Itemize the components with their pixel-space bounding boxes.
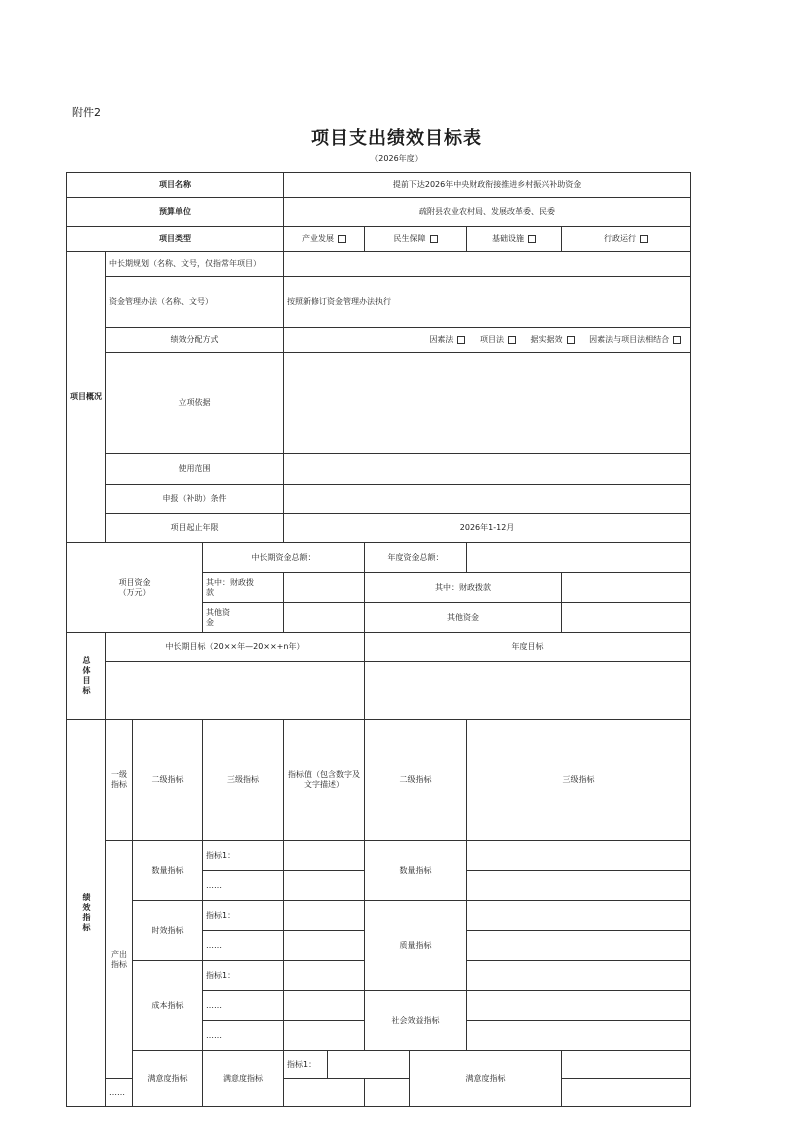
indicator-value[interactable] xyxy=(284,991,365,1021)
allocation-option[interactable]: 因素法与项目法相结合 xyxy=(589,335,681,345)
mid-plan-label: 中长期规划（名称、文号，仅指常年项目） xyxy=(106,252,284,277)
indicator-right-level3[interactable] xyxy=(467,961,691,991)
annual-total-label: 年度资金总额： xyxy=(365,543,467,573)
type-option-livelihood[interactable] xyxy=(365,227,467,252)
mid-total-label: 中长期资金总额： xyxy=(203,543,365,573)
indicator-ellipsis[interactable]: …… xyxy=(203,931,284,961)
indicator-1-label[interactable]: 指标1： xyxy=(203,961,284,991)
indicator-right-level3[interactable] xyxy=(467,871,691,901)
indicator-value[interactable] xyxy=(328,1051,410,1079)
period-row xyxy=(67,514,691,543)
indicator-ellipsis[interactable]: …… xyxy=(203,1021,284,1051)
fund-method-value[interactable]: 按照新修订资金管理办法执行 xyxy=(284,277,691,328)
budget-unit-row xyxy=(67,198,691,227)
indicator-right-level3[interactable] xyxy=(467,901,691,931)
output-label: 产出指标 xyxy=(106,841,133,1079)
page-title: 项目支出绩效目标表 xyxy=(311,128,482,149)
project-name-value[interactable]: 提前下达2026年中央财政衔接推进乡村振兴补助资金 xyxy=(284,173,691,198)
project-type-row xyxy=(67,227,691,252)
allocation-label: 绩效分配方式 xyxy=(106,328,284,353)
mid-plan-row xyxy=(67,252,691,277)
project-name-row xyxy=(67,173,691,198)
right-social-label: 社会效益指标 xyxy=(365,991,467,1051)
indicator-value[interactable] xyxy=(284,841,365,871)
annual-fiscal-label: 其中：财政拨款 xyxy=(365,573,562,603)
col-level2-right: 二级指标 xyxy=(365,720,467,841)
indicator-value[interactable] xyxy=(284,901,365,931)
col-level1: 一级指标 xyxy=(106,720,133,841)
checkbox[interactable] xyxy=(457,336,465,344)
satisfaction-label: 满意度指标 xyxy=(203,1051,284,1107)
indicator-row xyxy=(67,901,691,931)
fund-method-label: 资金管理办法（名称、文号） xyxy=(106,277,284,328)
indicator-value[interactable] xyxy=(284,961,365,991)
col-value-left: 指标值（包含数字及文字描述） xyxy=(284,720,365,841)
annual-fiscal-value[interactable] xyxy=(562,573,691,603)
indicator-right-level3[interactable] xyxy=(365,1079,467,1107)
condition-label: 申报（补助）条件 xyxy=(106,485,284,514)
project-name-label: 项目名称 xyxy=(67,173,284,198)
col-level2: 二级指标 xyxy=(133,720,203,841)
mid-fiscal-value[interactable] xyxy=(284,573,365,603)
funds-section-label: 项目资金 （万元） xyxy=(67,543,203,633)
scope-value[interactable] xyxy=(284,454,691,485)
annual-other-label: 其他资金 xyxy=(365,603,562,633)
type-option-industry[interactable] xyxy=(284,227,365,252)
mid-other-value[interactable] xyxy=(284,603,365,633)
indicator-1-label[interactable]: 指标1： xyxy=(203,841,284,871)
goals-header-row xyxy=(67,633,691,662)
type-option-label: 民生保障 xyxy=(393,234,426,243)
indicator-row xyxy=(67,841,691,871)
allocation-options xyxy=(284,328,691,353)
indicator-right-level3[interactable] xyxy=(562,1051,691,1079)
checkbox[interactable] xyxy=(673,336,681,344)
period-label: 项目起止年限 xyxy=(106,514,284,543)
checkbox[interactable] xyxy=(430,235,438,243)
indicator-1-label[interactable]: 指标1： xyxy=(203,901,284,931)
mid-plan-value[interactable] xyxy=(284,252,691,277)
mid-goal-label: 中长期目标（20××年—20××+n年） xyxy=(106,633,365,662)
condition-value[interactable] xyxy=(284,485,691,514)
indicator-right-value[interactable] xyxy=(562,1079,691,1107)
indicator-header-row xyxy=(67,720,691,841)
annual-other-value[interactable] xyxy=(562,603,691,633)
basis-row xyxy=(67,353,691,454)
mid-goal-value[interactable] xyxy=(106,662,365,720)
right-quantity-label: 数量指标 xyxy=(365,841,467,901)
goals-section-label: 总体目标 xyxy=(67,633,106,720)
indicator-right-level3[interactable] xyxy=(467,991,691,1021)
indicator-right-level3[interactable] xyxy=(467,841,691,871)
type-option-label: 基础设施 xyxy=(492,234,524,243)
quantity-label: 数量指标 xyxy=(133,841,203,901)
indicator-1-label[interactable]: 指标1： xyxy=(284,1051,328,1079)
indicator-value[interactable] xyxy=(284,1079,365,1107)
indicator-right-level3[interactable] xyxy=(467,1021,691,1051)
type-option-label: 行政运行 xyxy=(604,234,637,243)
allocation-option[interactable]: 据实据效 xyxy=(531,335,575,345)
mid-fiscal-label: 其中：财政拨 款 xyxy=(203,573,284,603)
timeliness-label: 时效指标 xyxy=(133,901,203,961)
basis-value[interactable] xyxy=(284,353,691,454)
indicator-value[interactable] xyxy=(284,931,365,961)
indicators-section-label: 绩效指标 xyxy=(67,720,106,1107)
satisfaction-group-label: 满意度指标 xyxy=(133,1051,203,1107)
checkbox[interactable] xyxy=(528,235,536,243)
col-level3-right: 三级指标 xyxy=(467,720,691,841)
checkbox[interactable] xyxy=(508,336,516,344)
cost-label: 成本指标 xyxy=(133,961,203,1051)
annual-goal-label: 年度目标 xyxy=(365,633,691,662)
budget-unit-label: 预算单位 xyxy=(67,198,284,227)
period-value[interactable]: 2026年1-12月 xyxy=(284,514,691,543)
indicator-value[interactable] xyxy=(284,1021,365,1051)
indicator-ellipsis[interactable]: …… xyxy=(203,991,284,1021)
type-option-label: 产业发展 xyxy=(302,234,334,243)
basis-label: 立项依据 xyxy=(106,353,284,454)
indicator-right-level3[interactable] xyxy=(467,931,691,961)
allocation-option[interactable]: 因素法 xyxy=(429,335,465,345)
condition-row xyxy=(67,485,691,514)
performance-target-table xyxy=(66,172,691,1107)
annual-total-value[interactable] xyxy=(467,543,691,573)
fund-method-row xyxy=(67,277,691,328)
right-satisfaction-label: 满意度指标 xyxy=(410,1051,562,1107)
allocation-row xyxy=(67,328,691,353)
fund-total-row xyxy=(67,543,691,573)
mid-other-label: 其他资 金 xyxy=(203,603,284,633)
checkbox[interactable] xyxy=(640,235,648,243)
indicator-row xyxy=(67,1051,691,1079)
year-subtitle: （2026年度） xyxy=(370,154,423,163)
right-quality-label: 质量指标 xyxy=(365,901,467,991)
budget-unit-value[interactable]: 疏附县农业农村局、发展改革委、民委 xyxy=(284,198,691,227)
overview-section-label: 项目概况 xyxy=(67,252,106,543)
checkbox[interactable] xyxy=(338,235,346,243)
project-type-label: 项目类型 xyxy=(67,227,284,252)
indicator-ellipsis[interactable]: …… xyxy=(203,871,284,901)
col-level3: 三级指标 xyxy=(203,720,284,841)
scope-label: 使用范围 xyxy=(106,454,284,485)
type-option-infrastructure[interactable] xyxy=(467,227,562,252)
indicator-value[interactable] xyxy=(284,871,365,901)
goals-content-row xyxy=(67,662,691,720)
checkbox[interactable] xyxy=(567,336,575,344)
type-option-admin[interactable] xyxy=(562,227,691,252)
scope-row xyxy=(67,454,691,485)
annual-goal-value[interactable] xyxy=(365,662,691,720)
attachment-label: 附件2 xyxy=(72,106,101,119)
allocation-option[interactable]: 项目法 xyxy=(480,335,516,345)
indicator-ellipsis[interactable]: …… xyxy=(106,1079,133,1107)
